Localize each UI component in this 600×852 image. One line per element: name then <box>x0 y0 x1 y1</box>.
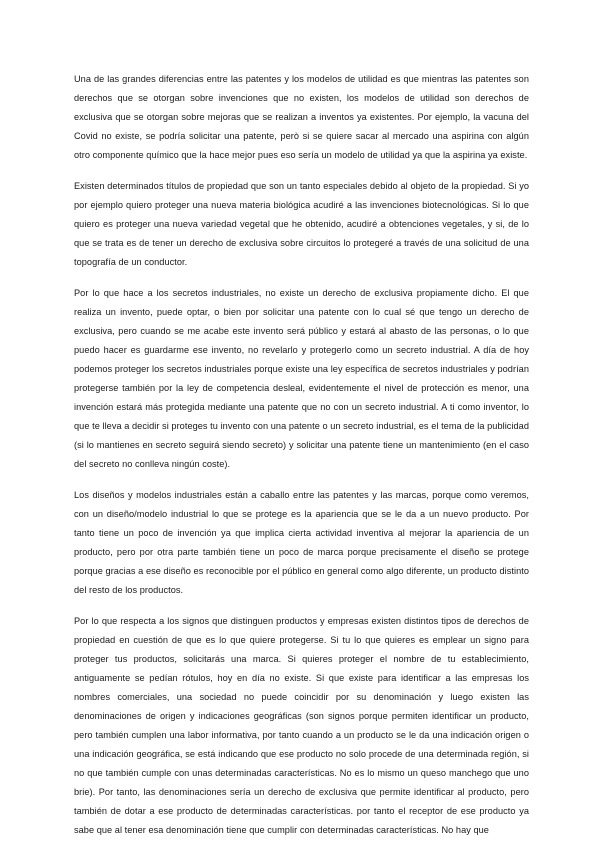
paragraph-patentes-modelos-utilidad: Una de las grandes diferencias entre las patentes y los modelos de utilidad es que mientras las patentes son derechos que se otorgan sobre invenciones que no existen, los modelos de utilidad son derechos de exclusiva que se otorgan sobre mejoras que se realizan a inventos ya existentes. Por ejemplo, la vacuna del Covid no existe, se podría solicitar una patente, però si se quiere sacar al mercado una aspirina con algún otro componente químico que la hace mejor pues eso sería un modelo de utilidad ya que la aspirina ya existe. <box>74 74 529 160</box>
paragraph-secretos-industriales: Por lo que hace a los secretos industriales, no existe un derecho de exclusiva propiamente dicho. El que realiza un invento, puede optar, o bien por solicitar una patente con lo cual sé que tengo un derecho de exclusiva, pero cuando se me acabe este invento será público y estará al abasto de las personas, o lo que puedo hacer es guardarme ese invento, no revelarlo y protegerlo como un secreto industrial. A día de hoy podemos proteger los secretos industriales porque existe una ley específica de secretos industriales y podrían protegerse también por la ley de competencia desleal, evidentemente el nivel de protección es menor, una invención estará más protegida mediante una patente que no con un secreto industrial. A ti como inventor, lo que te lleva a decidir si proteges tu invento con una patente o un secreto industrial, es el tema de la publicidad (si lo mantienes en secreto seguirá siendo secreto) y solicitar una patente tiene un mantenimiento (en el caso del secreto no conlleva ningún coste). <box>74 288 529 469</box>
paragraph-signos-distintivos: Por lo que respecta a los signos que distinguen productos y empresas existen distintos tipos de derechos de propiedad en cuestión de que es lo que quiere protegerse. Si tu lo que quieres es emplear un signo para proteger tus productos, solicitarás una marca. Si quieres proteger el nombre de tu establecimiento, antiguamente se pedían rótulos, hoy en día no existe. Si que existe para identificar a las empresas los nombres comerciales, una sociedad no puede coincidir por su denominación y luego existen las denominaciones de origen y indicaciones geográficas (son signos porque permiten identificar un producto, pero también cumplen una labor informativa, por tanto cuando a un producto se le da una indicación origen o una indicación geográfica, se está indicando que ese producto no solo procede de una determinada región, si no que también cumple con unas determinadas características. No es lo mismo un queso manchego que uno brie). Por tanto, las denominaciones sería un derecho de exclusiva que permite identificar al producto, pero también de dotar a ese producto de determinadas características. por tanto el receptor de ese producto ya sabe que al tener esa denominación tiene que cumplir con determinadas características. No hay que <box>74 616 529 835</box>
paragraph-disenos-modelos-industriales: Los diseños y modelos industriales están a caballo entre las patentes y las marcas, porque como veremos, con un diseño/modelo industrial lo que se protege es la apariencia que se le da a un nuevo producto. Por tanto tiene un poco de invención ya que implica cierta actividad inventiva al mejorar la apariencia de un producto, pero por otra parte también tiene un poco de marca porque precisamente el diseño se protege porque gracias a ese diseño es reconocible por el público en general como algo diferente, un producto distinto del resto de los productos. <box>74 490 529 595</box>
document-page <box>74 70 529 852</box>
paragraph-titulos-especiales: Existen determinados títulos de propiedad que son un tanto especiales debido al objeto de la propiedad. Si yo por ejemplo quiero proteger una nueva materia biológica acudiré a las invenciones biotecnológicas. Si lo que quiero es proteger una nueva variedad vegetal que he obtenido, acudiré a obtenciones vegetales, y si, de lo que se trata es de tener un derecho de exclusiva sobre circuitos lo protegeré a través de una solicitud de una topografía de un conductor. <box>74 181 529 267</box>
